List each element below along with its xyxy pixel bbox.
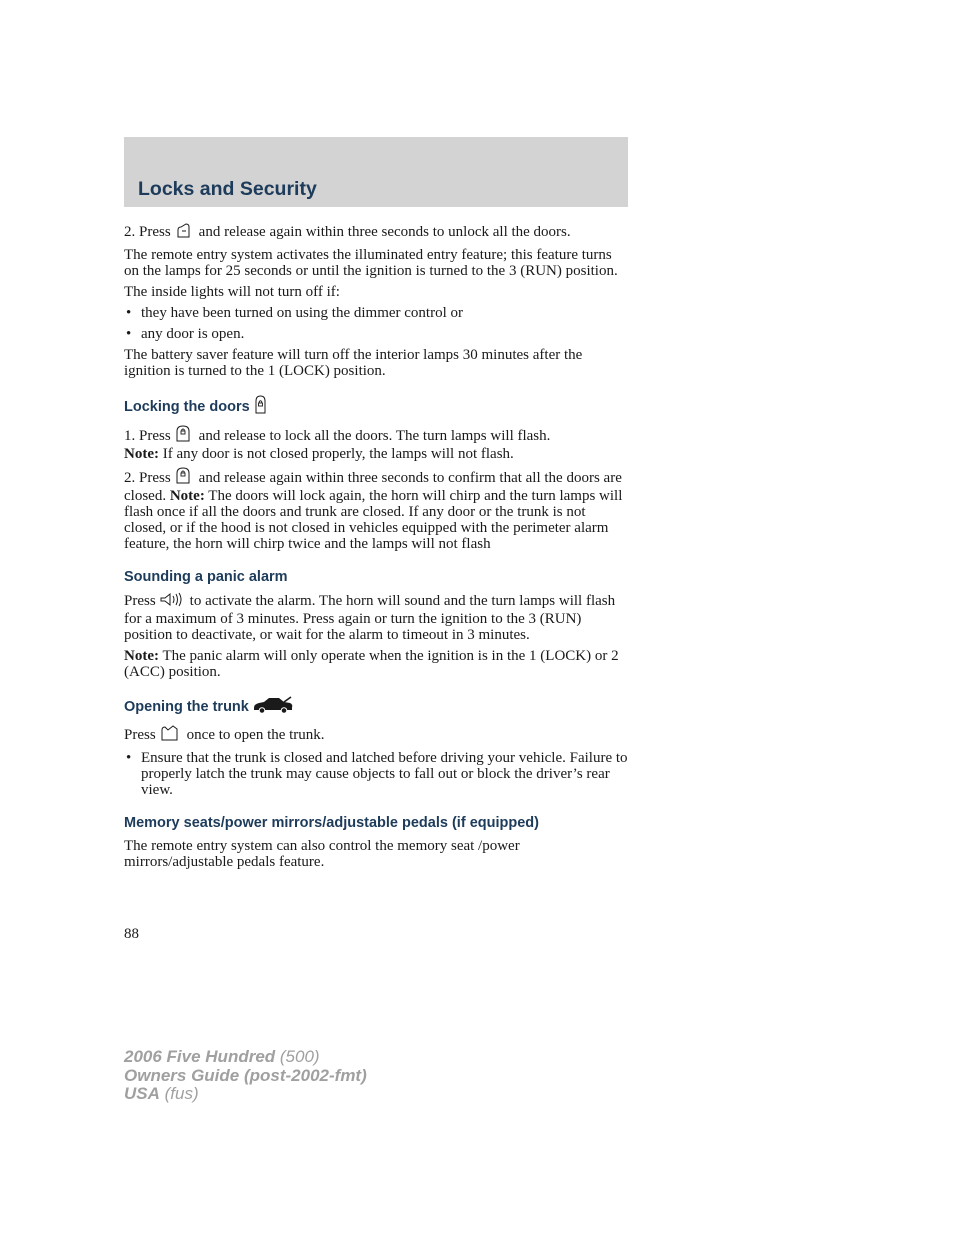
document-footer xyxy=(124,1048,367,1104)
trunk-release-icon xyxy=(160,725,179,745)
battery-saver-paragraph: The battery saver feature will turn off the interior lamps 30 minutes after the ignition is turned to the 1 (LOCK) position. xyxy=(124,347,583,379)
memory-heading: Memory seats/power mirrors/adjustable pedals (if equipped) xyxy=(124,815,539,831)
panic-note: Note: The panic alarm will only operate when the ignition is in the 1 (LOCK) or 2 (ACC) position. xyxy=(124,648,619,680)
panic-paragraph: Press to activate the alarm. The horn will sound and the turn lamps will flash for a maximum of 3 minutes. Press again or turn the ignition to the 3 (RUN) position to deactivate, or wait for the alarm to timeout in 3 minutes. xyxy=(124,593,616,643)
lock-button-icon xyxy=(175,425,191,446)
footer-line-3: USA (fus) xyxy=(124,1084,199,1103)
footer-line-1: 2006 Five Hundred (500) xyxy=(124,1047,320,1066)
footer-line-2: Owners Guide (post-2002-fmt) xyxy=(124,1065,367,1085)
section-title: Locks and Security xyxy=(138,178,317,200)
locking-step-2: 2. Press and release again within three seconds to confirm that all the doors are closed. Note: The doors will lock again, the horn will chirp and the turn lamps will flash once if all the doors and trunk are closed. If any door or the trunk is not closed, or if the hood is not closed in vehicles equipped with the perimeter alarm feature, the horn will chirp twice and the lamps will not flash xyxy=(124,467,629,552)
unlock-key-icon xyxy=(175,222,191,242)
panic-horn-icon xyxy=(160,592,182,611)
list-item: • they have been turned on using the dimmer control or xyxy=(124,305,629,321)
locking-step-1: 1. Press and release to lock all the doors. The turn lamps will flash. Note: If any door is not closed properly, the lamps will not flash. xyxy=(124,425,629,462)
trunk-list xyxy=(124,750,629,798)
illuminated-entry-paragraph: The remote entry system activates the illuminated entry feature; this feature turns on the lamps for 25 seconds or until the ignition is turned to the 3 (RUN) position. xyxy=(124,247,618,279)
panic-heading: Sounding a panic alarm xyxy=(124,569,288,585)
inside-lights-list xyxy=(124,305,629,342)
page-number: 88 xyxy=(124,926,139,942)
lock-icon xyxy=(254,395,267,419)
list-item: • Ensure that the trunk is closed and latched before driving your vehicle. Failure to properly latch the trunk may cause objects to fall out or block the driver’s rear view. xyxy=(124,750,629,798)
section-header-band xyxy=(124,137,628,207)
lock-button-icon xyxy=(175,467,191,488)
memory-paragraph: The remote entry system can also control the memory seat /power mirrors/adjustable pedals feature. xyxy=(124,838,520,870)
inside-lights-paragraph: The inside lights will not turn off if: xyxy=(124,284,340,300)
trunk-paragraph: Press once to open the trunk. xyxy=(124,727,325,743)
page-content xyxy=(124,222,629,875)
trunk-heading: Opening the trunk xyxy=(124,696,629,719)
list-item: • any door is open. xyxy=(124,326,629,342)
unlock-step-2: 2. Press and release again within three seconds to unlock all the doors. xyxy=(124,224,571,240)
car-trunk-icon xyxy=(253,696,293,719)
locking-heading: Locking the doors xyxy=(124,395,629,419)
